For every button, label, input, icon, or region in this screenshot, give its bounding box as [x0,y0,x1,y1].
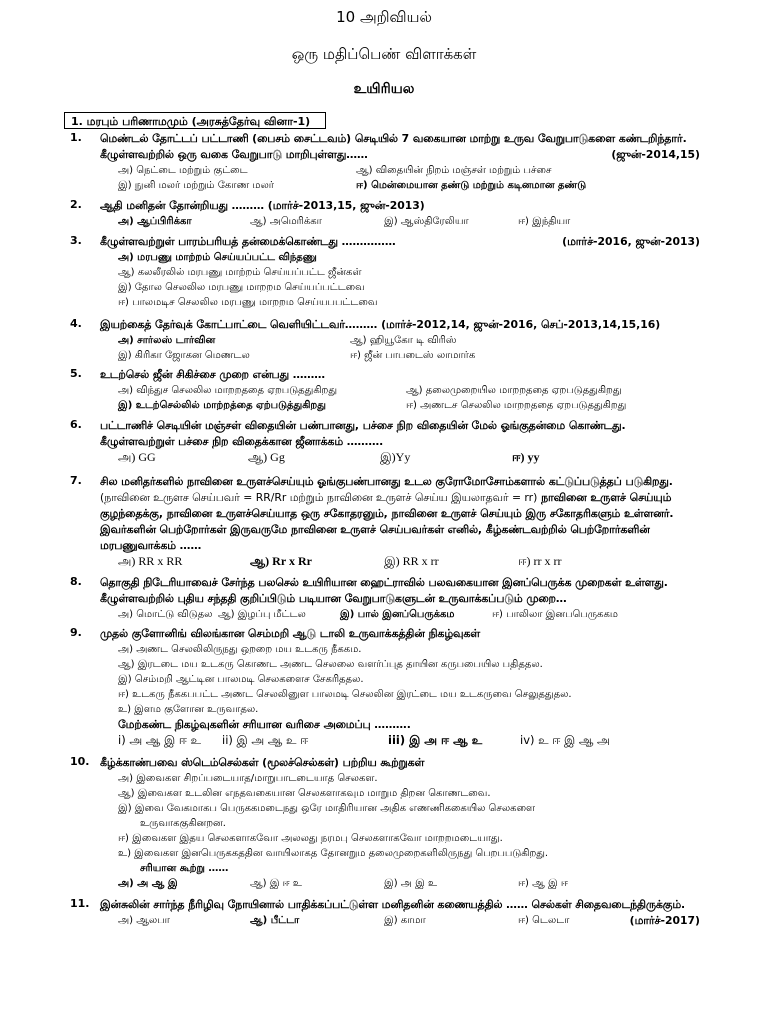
option-c: இ) நுனி மலர் மற்றும் கோண மலர் [118,180,274,191]
question-5 [70,367,700,413]
option-b: ஆ) இழப்பு மீட்டல [218,609,306,620]
option-row [118,554,700,569]
event-line: இ) செம்மறி ஆட்டின பாலமடி செலகளைச சேகரிததல. [118,674,364,685]
option-d: ஈ) இந்தியா [518,216,571,227]
option-b: ஆ) ஹியூகோ டி விரிஸ் [350,335,457,346]
question-subprompt: சரியான கூற்று …… [140,863,229,874]
statement-line: உ) இவைகள இனபெருககததின வாயிலாகத தோனறும தலைமுறைகளிலிருநது பெறபபடுகிறது. [118,848,549,859]
option-c: இ) RR x rr [384,554,439,568]
option-iii: iii) இ அ ஈ ஆ உ [388,733,483,747]
option-iv: iv) உ ஈ இ ஆ அ [520,733,610,747]
option-row [118,607,700,622]
option-a: அ) ஆப்பிரிக்கா [118,216,192,227]
question-10 [70,755,700,891]
statement-line: ஈ) இவைகள இதய செலகளாகவோ அலலது நரமபு செலகளாகவோ மாறறமடையாது. [118,833,503,844]
option-c: இ) உடற்செல்லில் மாற்றத்தை ஏற்படுத்துகிறது [118,400,326,411]
question-number: 7. [70,474,82,487]
option-a: அ) மரபணு மாற்றம் செய்யப்பட்ட விந்தணு [118,252,317,263]
exam-reference: (மார்ச்-2017) [629,914,700,927]
question-4 [70,317,700,363]
statement-line: உருவாககுகினறன. [140,818,226,829]
option-a: அ) RR x RR [118,554,183,568]
option-row [118,214,700,229]
question-9 [70,626,700,748]
option-c: இ) தோல செலலில மரபணு மாறறம செய்யப்பட்டவை [118,282,365,293]
option-c: இ) கிரிகா ஜோகன மெணடல [118,350,250,361]
option-row [118,913,700,928]
statement-line: ஆ) இவைகள உடலின எநதவகையான செலகளாகவும மாறும திறன கொணடவை. [118,788,491,799]
question-number: 9. [70,626,82,639]
option-a: அ) விந்துச செலலில மாறறததை ஏறபடுததுகிறது [118,385,338,396]
option-a: அ) மொட்டு விடுதல [118,609,213,620]
option-b: ஆ) Gg [248,450,285,464]
option-row [118,333,700,348]
event-line: ஆ) இரடடை மய உடகரு கொணட அணட செலலை வளர்ப்புத தாயின கருபபையில பதிததல. [118,659,543,670]
question-body: இன்சுலின் சார்ந்த நீரிழிவு நோயினால் பாதிக்கப்பட்டுள்ள மனிதனின் கணையத்தில் …… செல்கள் சிதைவடைந்திருக்கும். [100,898,686,911]
question-text: முதல் குளோனிங் விலங்கான செம்மறி ஆடு டாலி உருவாக்கத்தின் நிகழ்வுகள் [100,627,480,640]
question-number: 6. [70,418,82,431]
question-subprompt: மேற்கண்ட நிகழ்வுகளின் சரியான வரிசை அமைப்பு ………. [118,718,411,731]
option-b: ஆ) கலலீரலில் மரபணு மாற்றம் செய்யப்பட்ட ஜீன்கள் [118,267,362,278]
question-text [100,198,700,214]
option-row [118,383,700,398]
option-c: இ) அ இ உ [384,878,438,889]
option-b: ஆ) இ ஈ உ [250,878,302,889]
option-d: ஈ) yy [512,450,540,464]
question-11 [70,897,700,929]
question-number: 3. [70,234,82,247]
question-number: 5. [70,367,82,380]
question-text: தொகுதி நிடேரியாவைச் சேர்ந்த பலசெல் உயிரியான ஹைட்ராவில் பலவகையான இனப்பெருக்க முறைகள் உள்ளது. கீழுள்ளவற்றில் புதிய சந்ததி குறிப்பிடும் படியான வேறுபாடுகளுடன் உருவாக்கப்படும் முறை… [100,576,668,605]
question-body: சில மனிதர்களில் நாவினை உருளச்செய்யும் ஓங்குபண்பானது உடல குரோமோசோம்களால் கட்டுப்படுத்தப் படுகிறது. [100,475,673,488]
question-number: 8. [70,575,82,588]
option-row [118,398,700,413]
question-note: (நாவினை உருளச செய்பவர் = RR/Rr மற்றும் நாவினை உருளச் செய்ய இயலாதவர் = rr) [100,491,538,504]
question-number: 11. [70,897,90,910]
section-box: 1. மரபும் பரிணாமமும் (அரசுத்தேர்வு வினா-1) [64,112,326,129]
question-number: 1. [70,131,82,144]
option-ii: ii) இ அ ஆ உ ஈ [222,733,309,747]
exam-reference: (மார்ச்-2013,15, ஜுன்-2013) [267,199,425,212]
option-d: ஈ) ஜீன் பாபடைஸ் லாமார்க [350,350,476,361]
option-a: அ) நெட்டை மற்றும் குட்டை [118,165,248,176]
option-row [118,450,700,465]
option-b: ஆ) விதையின் நிறம் மஞ்சள் மற்றும் பச்சை [356,165,552,176]
statement-line: அ) இவைகள சிறப்படையாத/மாறுபாடடையாத செலகள. [118,773,378,784]
statement-line: இ) இவை வேகமாகப பெருககமடைநது ஒரே மாதிரியான அதிக எணணிககையில செலகளை [118,803,536,814]
option-d: ஈ) டெலடா [518,915,570,926]
option-i: i) அ ஆ இ ஈ உ [118,733,202,747]
question-1 [70,131,700,193]
option-a: அ) சார்லஸ் டார்வின [118,335,216,346]
exam-reference: (மார்ச்-2016, ஜுன்-2013) [562,235,700,248]
question-2 [70,198,700,229]
option-a: அ) GG [118,450,156,464]
event-line: ஈ) உடகரு நீககபபட்ட அணட செலலினுள பாலமடி செலலின இரட்டை மய உடகருவை செலுததுதல. [118,689,572,700]
question-number: 10. [70,755,90,768]
question-3 [70,234,700,310]
option-d: ஈ) rr x rr [518,554,562,568]
option-row [118,348,700,363]
question-body-2: நாவினை உருளச் செய்யும் குழந்தைக்கு, நாவினை உருளச்செய்யாத ஒரு சகோதரனும், நாவினை உருளச் செய்யும் இரு சகோதரிகளும் உள்ளனர். இவர்களின் பெற்றோர்கள் இருவருமே நாவினை உருளச் செய்பவர்கள் எனில், கீழ்கண்டவற்றில் பெற்றோர்களின் மரபணுவாக்கம் …… [100,491,674,552]
event-line: அ) அணட செலலிலிருநது ஒறறை மய உடகரு நீககம. [118,644,362,655]
question-6 [70,418,700,465]
unit-title: உயிரியல [353,81,415,97]
option-d: ஈ) அணடச செலலில மாறறததை ஏறபடுததுகிறது [406,400,627,411]
option-row [118,733,700,748]
question-text [100,131,700,163]
question-text [100,234,700,250]
event-line: உ) இளம குளோன உருவாதல. [118,704,259,715]
page-title: 10 அறிவியல் [336,8,432,26]
question-number: 2. [70,198,82,211]
question-number: 4. [70,317,82,330]
question-text: பட்டாணிச் செடியின் மஞ்சள் விதையின் பண்பானது, பச்சை நிற விதையின் மேல் ஓங்குதன்மை கொண்டது. கீழுள்ளவற்றுள் பச்சை நிற விதைக்கான ஜீனாக்கம் ………. [100,419,626,448]
option-a: அ) ஆலபா [118,915,170,926]
question-7 [70,474,700,569]
question-text: உடற்செல் ஜீன் சிகிச்சை முறை என்பது ……… [100,368,326,381]
option-c: இ) பால் இனப்பெருக்கம [340,609,455,620]
question-body: ஆதி மனிதன் தோன்றியது ……… [100,199,264,212]
question-text: இயற்கைத் தேர்வுக் கோட்பாட்டை வெளியிட்டவர்……… (மார்ச்-2012,14, ஜுன்-2016, செப்-2013,14,15,16) [100,318,661,331]
option-b: ஆ) அமெரிக்கா [250,216,322,227]
option-row [118,178,700,193]
question-body: கீழுள்ளவற்றுள் பாரம்பரியத் தன்மைக்கொண்டது …………… [100,235,396,248]
page-subtitle: ஒரு மதிப்பெண் விளாக்கள் [291,45,477,63]
option-d: ஈ) பாலிலா இனபபெருககம [492,609,618,620]
option-row [118,876,700,891]
option-d: ஈ) மென்மையான தண்டு மற்றும் கடினமான தண்டு [356,180,587,191]
option-b: ஆ) Rr x Rr [250,554,312,568]
option-a: அ) அ ஆ இ [118,878,178,889]
question-text: கீழ்க்காண்பவை ஸ்டெம்செல்கள் (மூலச்செல்கள்) பற்றிய கூற்றுகள் [100,756,425,769]
question-8 [70,575,700,622]
exam-reference: (ஜுன்-2014,15) [611,148,700,161]
option-c: இ) காமா [384,915,426,926]
question-text [100,474,700,554]
option-c: இ)Yy [380,450,411,464]
option-b: ஆ) தலைமுறையில மாறறததை ஏறபடுததுகிறது [406,385,622,396]
option-c: இ) ஆஸ்திரேலியா [384,216,469,227]
question-body: மெண்டல் தோட்டப் பட்டாணி (பைசம் சைட்டவம்) செடியில் 7 வகையான மாற்று உருவ வேறுபாடுகளை கண்டறிந்தார். கீழுள்ளவற்றில் ஒரு வகை வேறுபாடு மாறிபுள்ளது…… [100,132,687,161]
option-row [118,163,700,178]
option-d: ஈ) ஆ இ ஈ [518,878,568,889]
option-d: ஈ) பாலமடிச செலலில மரபணு மாறறம செய்யபபட்டவை [118,297,378,308]
option-b: ஆ) பீட்டா [250,915,300,926]
